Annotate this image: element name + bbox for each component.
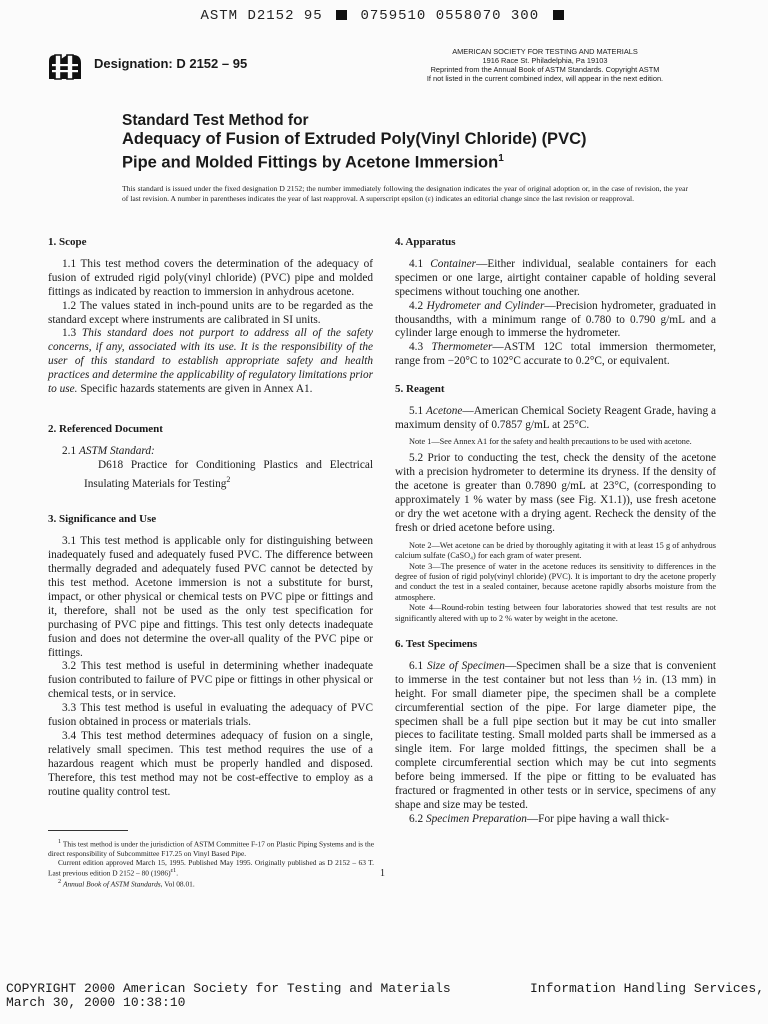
document-code-a: ASTM D2152 95 [200,8,323,24]
paragraph-number: 4.1 [409,257,424,270]
term: Size of Specimen [426,659,505,672]
term: Hydrometer and Cylinder [426,299,545,312]
paragraph-text: —Specimen shall be a size that is convenient to immerse in the test container but not less than ½ in. (13 mm) in height. For small diameter pipe, the specimen shall be a complete circumferential section of the pipe. For large diameter pipe, the specimen shall be a full pipe section but it may be cut into smaller pieces to facilitate testing. Small molded parts shall be immersed as a single item. For large molded fittings, the specimen shall be a complete circumferential section which may be cut into segments before being immersed. If the pipe or fitting to be evaluated has fractured or fragmented in other tests or in service, specimens of any shape and size may be tested. [395,659,717,811]
paragraph-2-1 [48,445,373,459]
paragraph-number: 6.1 [409,659,424,672]
footnote-2 [48,878,374,889]
title-line [122,149,682,173]
term: Thermometer [431,341,493,354]
publisher-line: AMERICAN SOCIETY FOR TESTING AND MATERIALS [452,47,638,56]
paragraph-4-1 [395,258,716,300]
section-heading-referenced-document: 2. Referenced Document [48,422,163,435]
reference-item [48,459,373,492]
paragraph-1-3 [48,327,373,397]
footnote-mark: ε1 [170,868,177,875]
paragraph-number: 1.3 [62,327,77,340]
footer-provider: Information Handling Services, [530,981,765,996]
note-4: Note 4—Round-robin testing between four laboratories showed that test results are not significantly altered with up to 2 % water by weight in the acetone. [395,603,716,623]
astm-standard-label: ASTM Standard: [78,444,155,457]
paragraph-number: 6.2 [409,812,424,825]
publisher-line: Reprinted from the Annual Book of ASTM Standards. Copyright ASTM [430,65,660,74]
designation-label: Designation: D 2152 – 95 [94,56,248,71]
paragraph-5-1 [395,405,716,433]
title-footnote-mark: 1 [498,153,504,164]
title-line: Standard Test Method for [122,112,309,129]
paragraph-3-4: 3.4 This test method determines adequacy of fusion on a single, relatively small specimen. This test method requires the use of a hazardous reagent which must be properly handled and disposed. Therefore, this test method may not be cost-effective to employ as a routine quality control test. [48,729,373,798]
section-heading-significance: 3. Significance and Use [48,513,157,526]
publisher-line: 1916 Race St. Philadelphia, Pa 19103 [482,56,608,65]
footer-copyright: COPYRIGHT 2000 American Society for Testing and Materials [6,981,451,996]
page-number: 1 [380,868,385,879]
reference-text: D618 Practice for Conditioning Plastics and Electrical Insulating Materials for Testing [84,458,373,490]
paragraph-1-2: 1.2 The values stated in inch-pound units are to be regarded as the standard except where instruments are calibrated in SI units. [48,299,373,326]
document-code-b: 0759510 0558070 300 [360,8,540,24]
footnote-text: Vol 08.01. [164,879,195,889]
paragraph-number: 5.1 [409,405,424,418]
paragraph-text: —American Chemical Society Reagent Grade, having a maximum density of 0.7857 g/mL at 25°C. [395,405,716,431]
document-code-line [0,8,768,24]
hazards-statement: Specific hazards statements are given in Annex A1. [80,383,313,396]
paragraph-4-2 [395,300,716,342]
publisher-line: If not listed in the current combined index, will appear in the next edition. [426,74,664,83]
reference-footnote-mark: 2 [226,474,231,484]
paragraph-4-3 [395,341,716,369]
footnote-italic: Annual Book of ASTM Standards, [62,879,163,889]
code-block-mark [336,10,347,20]
paragraph-3-1: 3.1 This test method is applicable only for distinguishing between inadequately fused and adequately fused PVC. The difference between thermally degraded and adequately fused PVC cannot be detected by this test method. Acetone immersion is not a substitute for burst, impact, or other physical or chemical tests on PVC pipe or fittings and it, therefore, shall not be used as the only test specification for purchasing of PVC pipe and fittings. This test only detects inadequate fusion and does not determine the over-all quality of the PVC pipe or fittings. [48,535,373,659]
paragraph-text: —For pipe having a wall thick- [526,812,669,825]
footnote-mark: 2 [58,879,62,886]
paragraph-3-2: 3.2 This test method is useful in determining whether inadequate fusion contributed to failure of PVC pipe or fittings in other physical or chemical tests, or in service. [48,660,373,701]
publisher-info [395,47,695,83]
title-line-text: Pipe and Molded Fittings by Acetone Immersion [122,153,499,172]
note-2: Note 2—Wet acetone can be dried by thoroughly agitating it with at least 15 g of anhydrous calcium sulfate (CaSO₄) for each gram of water present. [395,540,716,561]
note-1: Note 1—See Annex A1 for the safety and health precautions to be used with acetone. [409,436,692,446]
code-block-mark [553,10,564,20]
left-column [48,236,373,799]
section-heading-test-specimens: 6. Test Specimens [395,637,478,650]
term: Container [430,257,477,270]
paragraph-text: —ASTM 12C total immersion thermometer, range from −20°C to 102°C accurate to 0.2°C, or equivalent. [395,341,716,368]
footnote-1 [48,838,374,858]
footer-timestamp: March 30, 2000 10:38:10 [6,995,186,1010]
paragraph-number: 2.1 [62,444,77,457]
paragraph-text: —Either individual, sealable containers for each specimen or one large, airtight container capable of holding several specimens without touching one another. [395,257,716,298]
paragraph-number: 4.3 [409,341,424,354]
term: Specimen Preparation [425,812,527,825]
astm-logo-icon [45,52,87,82]
safety-statement: This standard does not purport to address all of the safety concerns, if any, associated with its use. It is the responsibility of the user of this standard to establish appropriate safety and health practices and determine the applicability of regulatory limitations prior to use. [48,327,374,396]
paragraph-5-2: 5.2 Prior to conducting the test, check the density of the acetone with a precision hydrometer to determine its dryness. If the density of the acetone is greater than 0.7890 g/mL at 23°C, (corresponding to approximately 1 % water by mass (see Fig. X1.1)), use fresh acetone or dry the wet acetone with a drying agent. Recheck the density of the fresh or dried acetone before using. [395,452,716,534]
footnote-text: This test method is under the jurisdiction of ASTM Committee F-17 on Plastic Piping Systems and is the direct responsibility of Subcommittee F17.25 on Vinyl Based Pipe. [48,839,374,858]
footnote-1b: Current edition approved March 15, 1995. Published May 1995. Originally published as D 2152 – 63 T. Last previous edition D 2152 – 80 $(1986)^{\varepsilon 1}$. [48,858,374,878]
paragraph-3-3: 3.3 This test method is useful in evaluating the adequacy of PVC fusion obtained in process or materials trials. [48,702,373,729]
title-line: Adequacy of Fusion of Extruded Poly(Vinyl Chloride) (PVC) [122,130,587,148]
section-heading-reagent: 5. Reagent [395,383,445,396]
footnote-mark: 1 [58,839,62,845]
footnote-text: Current edition approved March 15, 1995. Published May 1995. Originally published as D 2152 – 63 T. Last previous edition D 2152 – 80 (1986) [48,858,374,878]
term: Acetone [426,405,463,418]
footnote-divider [48,830,128,831]
footnotes [48,838,374,889]
document-title [122,111,682,173]
standard-intro-text: This standard is issued under the fixed designation D 2152; the number immediately following the designation indicates the year of original adoption or, in the case of revision, the year of last revision. A number in parentheses indicates the year of last reapproval. A superscript epsilon (ε) indicates an editorial change since the last revision or reapproval. [122,184,688,203]
paragraph-text: —Precision hydrometer, graduated in thousandths, with a minimum range of 0.780 to 0.790 g/mL and a cylinder large enough to immerse the hydrometer. [395,299,717,340]
paragraph-1-1: 1.1 This test method covers the determination of the adequacy of fusion of extruded rigid poly(vinyl chloride) (PVC) pipe and molded fittings as indicated by reaction to immersion in anhydrous acetone. [48,257,373,298]
note-3: Note 3—The presence of water in the acetone reduces its sensitivity to differences in the degree of fusion of rigid poly(vinyl chloride) (PVC). It is important to dry the acetone properly and conduct the test in a sealed container, because acetone rapidly absorbs moisture from the atmosphere. [395,561,716,602]
right-column [395,236,716,827]
paragraph-number: 4.2 [409,299,424,312]
paragraph-6-2 [395,813,716,827]
paragraph-6-1 [395,660,716,813]
section-heading-scope: 1. Scope [48,236,87,248]
section-heading-apparatus: 4. Apparatus [395,236,456,248]
